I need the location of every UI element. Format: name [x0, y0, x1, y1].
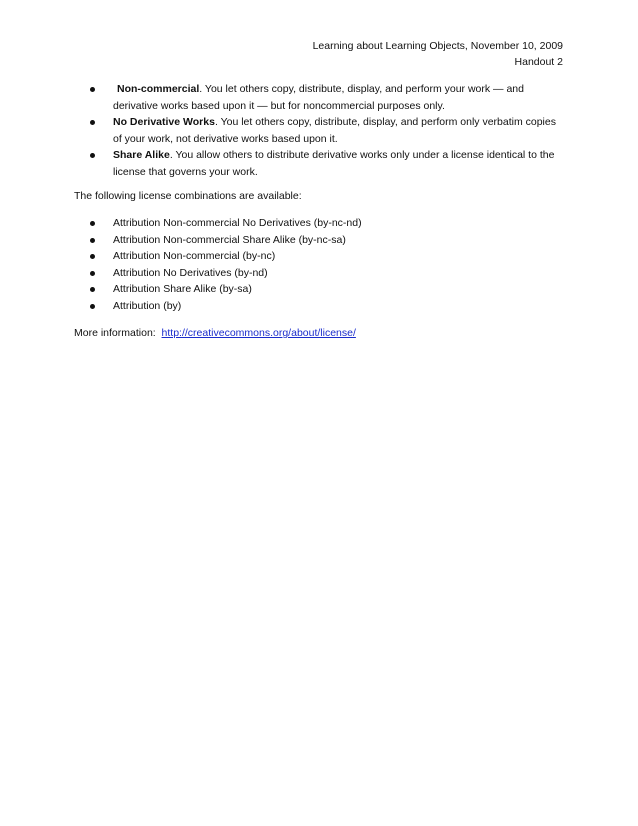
bullet-icon [90, 120, 95, 125]
header-title: Learning about Learning Objects, November 10, 2009 [312, 40, 563, 52]
bullet-icon [90, 254, 95, 259]
bullet-icon [90, 153, 95, 158]
list-item [74, 248, 566, 265]
term-description: . You let others copy, distribute, display, and perform only verbatim copies of your work, not derivative works based upon it. [113, 116, 556, 145]
bullet-icon [90, 221, 95, 226]
combination-label: Attribution No Derivatives (by-nd) [113, 266, 268, 279]
term-label: Non-commercial [117, 83, 200, 95]
list-item [74, 232, 566, 249]
bullet-icon [90, 271, 95, 276]
combination-label: Attribution Non-commercial Share Alike (by-nc-sa) [113, 233, 346, 246]
bullet-icon [90, 304, 95, 309]
combination-label: Attribution (by) [113, 299, 182, 312]
combination-label: Attribution Non-commercial (by-nc) [113, 250, 276, 262]
list-item [74, 265, 566, 282]
list-item [74, 114, 566, 147]
list-item [74, 281, 566, 298]
bullet-icon [90, 87, 95, 92]
term-label: No Derivative Works [113, 116, 215, 128]
combinations-intro: The following license combinations are available: [74, 190, 302, 202]
license-combinations-list [74, 215, 566, 314]
combination-label: Attribution Non-commercial No Derivatives (by-nc-nd) [113, 217, 362, 229]
bullet-icon [90, 238, 95, 243]
term-description: . You allow others to distribute derivative works only under a license identical to the license that governs your work. [113, 149, 555, 178]
list-item [74, 298, 566, 315]
page-header [313, 38, 563, 70]
list-item [74, 147, 566, 180]
term-label: Share Alike [113, 149, 170, 161]
license-info-link[interactable]: http://creativecommons.org/about/license/ [161, 327, 356, 339]
header-handout-number: Handout 2 [514, 56, 563, 68]
combination-label: Attribution Share Alike (by-sa) [113, 283, 252, 295]
more-information-label: More information: [74, 327, 156, 339]
term-description: . You let others copy, distribute, display, and perform your work — and derivative works based upon it — but for noncommercial purposes only. [113, 83, 524, 112]
license-terms-list [74, 81, 566, 180]
more-information [74, 325, 356, 341]
bullet-icon [90, 287, 95, 292]
list-item [74, 81, 566, 114]
list-item [74, 215, 566, 232]
